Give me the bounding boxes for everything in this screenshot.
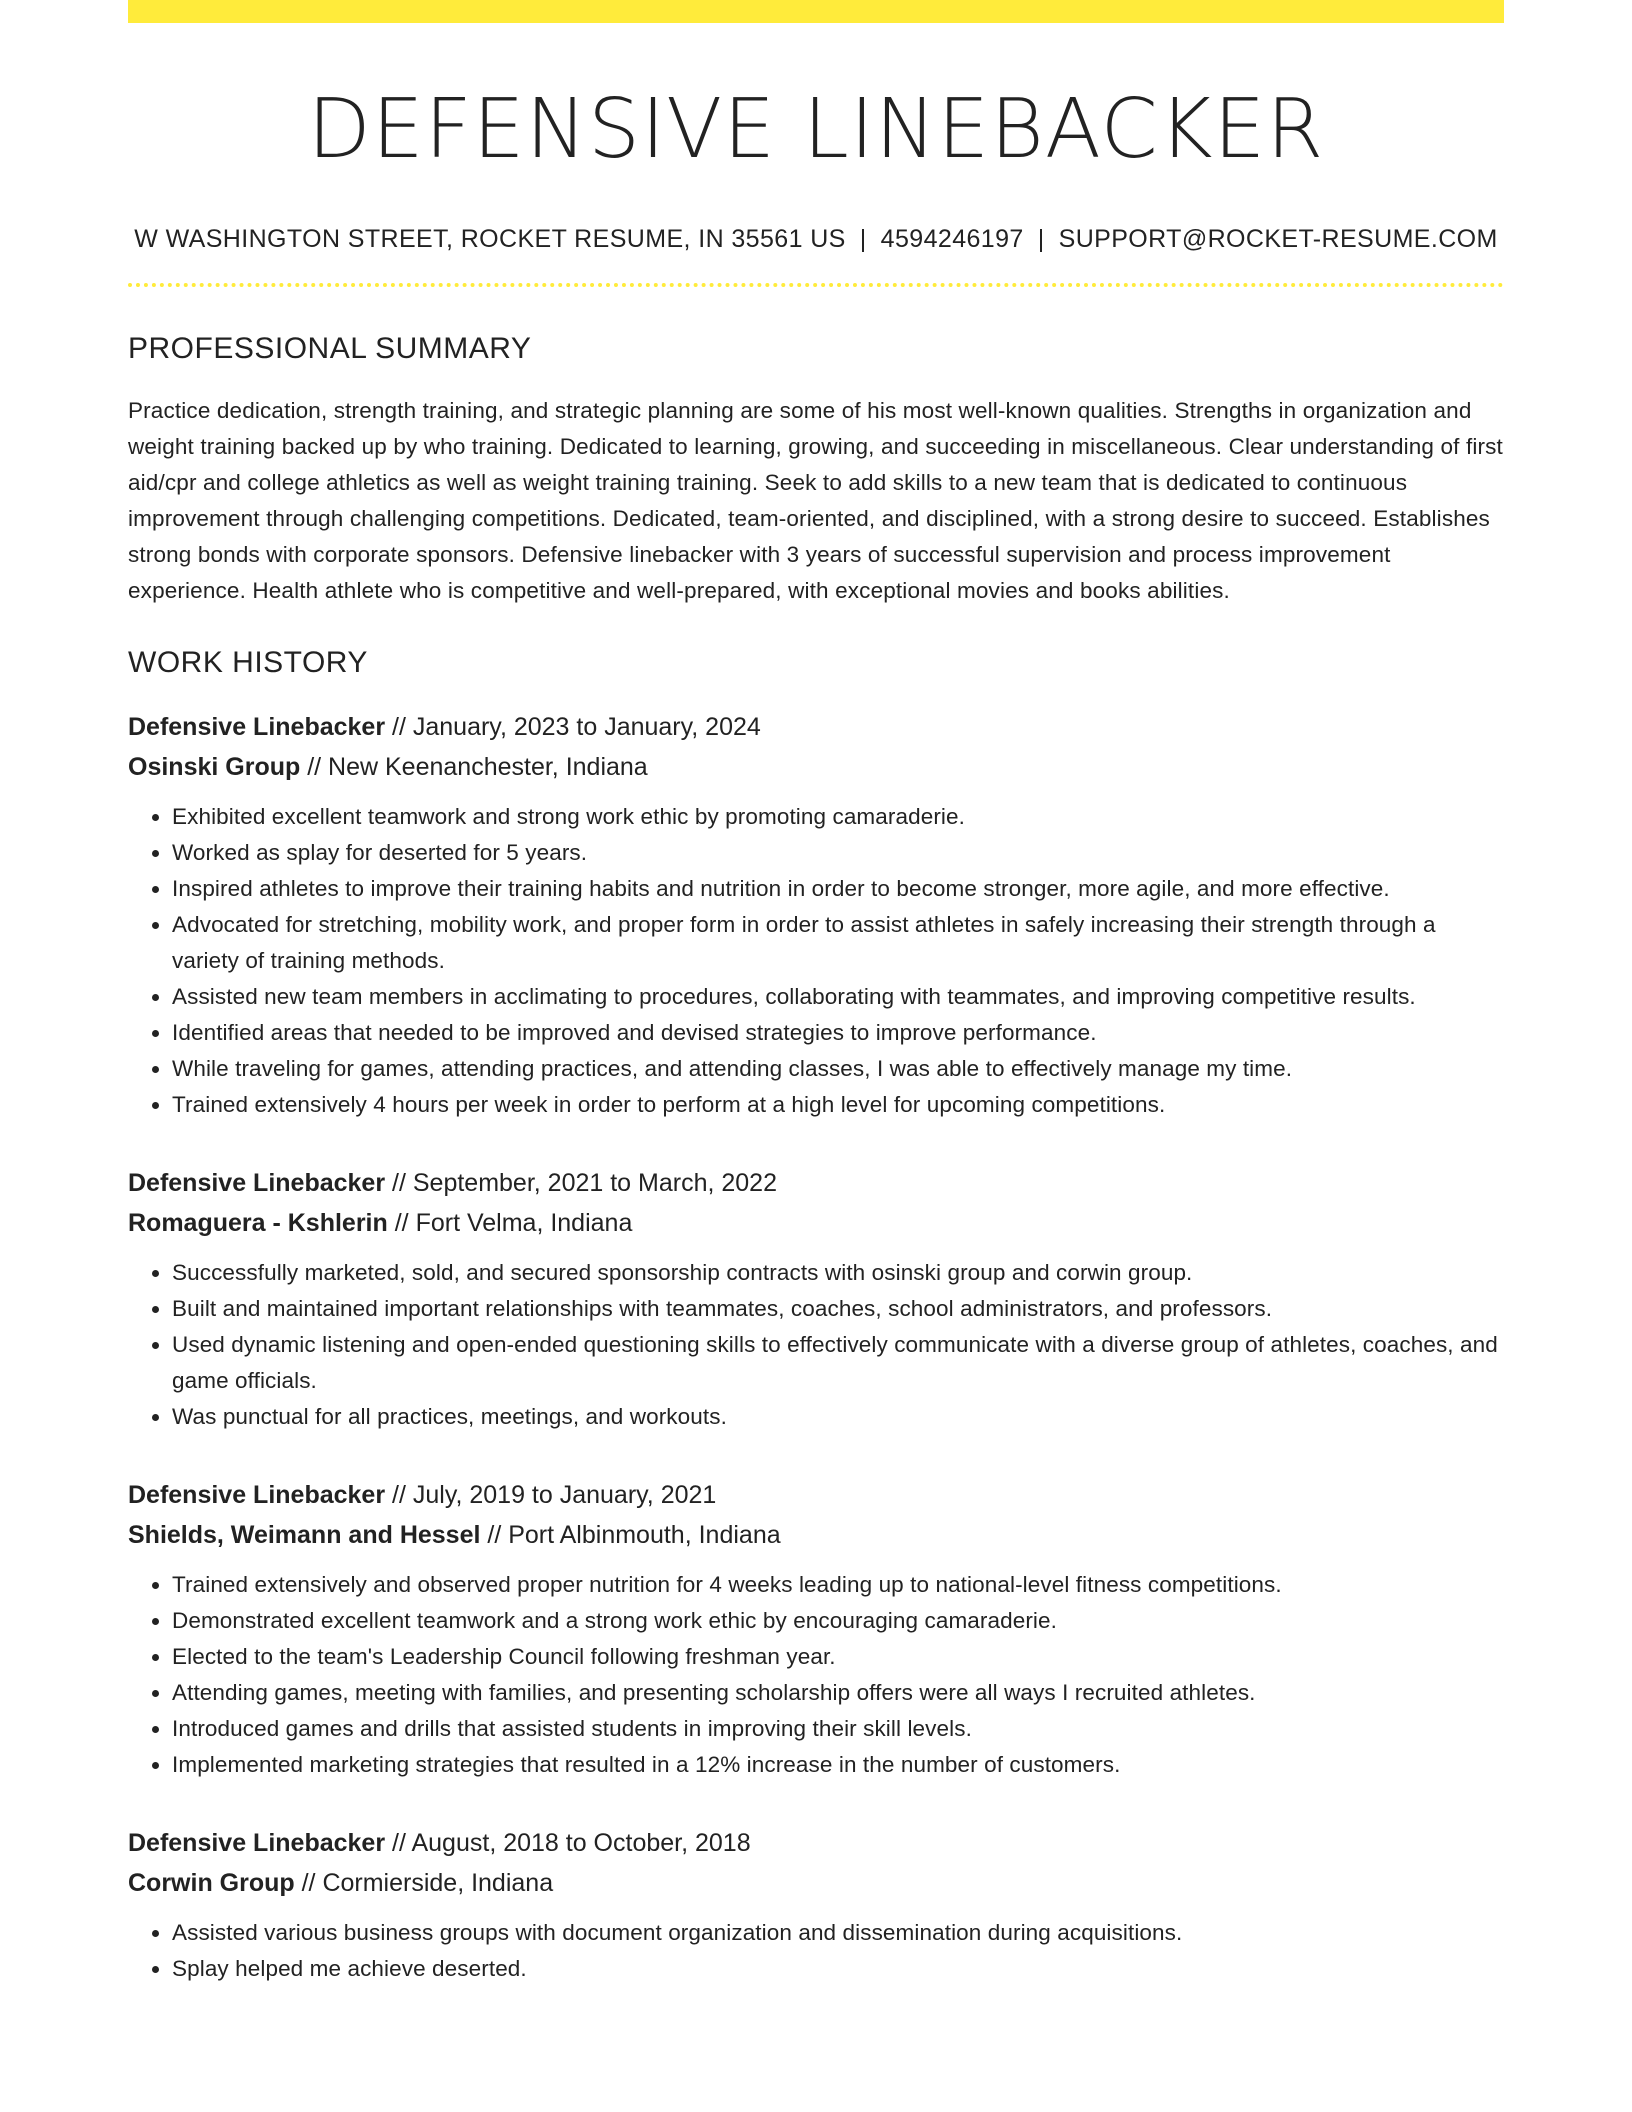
work-history-heading: WORK HISTORY [128, 646, 368, 680]
summary-heading: PROFESSIONAL SUMMARY [128, 332, 532, 366]
job-role: Defensive Linebacker [128, 1829, 386, 1858]
contact-email: SUPPORT@ROCKET-RESUME.COM [1058, 225, 1498, 254]
resume-page [128, 0, 1504, 1987]
job-role-line [128, 1475, 1504, 1515]
job-bullet: • Was punctual for all practices, meetings, and workouts. [172, 1399, 1504, 1435]
job-role-line [128, 1163, 1504, 1203]
job-company: Romaguera - Kshlerin [128, 1209, 388, 1238]
job-bullet: • Trained extensively and observed proper nutrition for 4 weeks leading up to national-level fitness competitions. [172, 1567, 1504, 1603]
job-company-line [128, 747, 1504, 787]
summary-text: Practice dedication, strength training, and strategic planning are some of his most well-known qualities. Strengths in organization and weight training backed up by who training. Dedicated to learning, growing, and succeeding in miscellaneous. Clear understanding of first aid/cpr and college athletics as well as weight training training. Seek to add skills to a new team that is dedicated to continuous improvement through challenging competitions. Dedicated, team-oriented, and disciplined, with a strong desire to succeed. Establishes strong bonds with corporate sponsors. Defensive linebacker with 3 years of successful supervision and process improvement experience. Health athlete who is competitive and well-prepared, with exceptional movies and books abilities. [128, 398, 1503, 604]
job-role: Defensive Linebacker [128, 1169, 386, 1198]
job-entry [128, 1823, 1504, 1987]
job-bullet: • Identified areas that needed to be improved and devised strategies to improve performance. [172, 1015, 1504, 1051]
accent-top-bar [128, 0, 1504, 23]
job-bullet: • Introduced games and drills that assisted students in improving their skill levels. [172, 1711, 1504, 1747]
job-bullet: • Worked as splay for deserted for 5 years. [172, 835, 1504, 871]
job-company-line [128, 1203, 1504, 1243]
job-bullets [128, 1915, 1504, 1987]
job-role-line [128, 1823, 1504, 1863]
job-bullet: • Demonstrated excellent teamwork and a strong work ethic by encouraging camaraderie. [172, 1603, 1504, 1639]
job-bullet: • Assisted new team members in acclimating to procedures, collaborating with teammates, and improving competitive results. [172, 979, 1504, 1015]
job-dates: // July, 2019 to January, 2021 [385, 1481, 717, 1510]
job-bullet: • Trained extensively 4 hours per week in order to perform at a high level for upcoming competitions. [172, 1087, 1504, 1123]
job-bullet: • Advocated for stretching, mobility work, and proper form in order to assist athletes in safely increasing their strength through a variety of training methods. [172, 907, 1504, 979]
job-bullets [128, 799, 1504, 1123]
contact-separator: | [1037, 225, 1045, 254]
job-bullet: • Inspired athletes to improve their training habits and nutrition in order to become stronger, more agile, and more effective. [172, 871, 1504, 907]
job-location: // Fort Velma, Indiana [387, 1209, 633, 1238]
contact-line [128, 225, 1504, 254]
job-role: Defensive Linebacker [128, 713, 386, 742]
job-bullet: • Assisted various business groups with document organization and dissemination during acquisitions. [172, 1915, 1504, 1951]
job-entry [128, 1475, 1504, 1783]
job-entry [128, 1163, 1504, 1435]
job-dates: // September, 2021 to March, 2022 [385, 1169, 777, 1198]
resume-name: DEFENSIVE LINEBACKER [307, 82, 1325, 177]
dotted-divider [128, 283, 1504, 287]
job-dates: // August, 2018 to October, 2018 [385, 1829, 751, 1858]
job-bullet: • Attending games, meeting with families, and presenting scholarship offers were all ways I recruited athletes. [172, 1675, 1504, 1711]
job-bullet: • Implemented marketing strategies that resulted in a 12% increase in the number of customers. [172, 1747, 1504, 1783]
job-company-line [128, 1863, 1504, 1903]
job-bullet: • While traveling for games, attending practices, and attending classes, I was able to effectively manage my time. [172, 1051, 1504, 1087]
job-bullet: • Used dynamic listening and open-ended questioning skills to effectively communicate with a diverse group of athletes, coaches, and game officials. [172, 1327, 1504, 1399]
job-bullet: • Elected to the team's Leadership Council following freshman year. [172, 1639, 1504, 1675]
job-bullet: • Built and maintained important relationships with teammates, coaches, school administrators, and professors. [172, 1291, 1504, 1327]
job-bullet: • Splay helped me achieve deserted. [172, 1951, 1504, 1987]
job-role: Defensive Linebacker [128, 1481, 386, 1510]
contact-address: W WASHINGTON STREET, ROCKET RESUME, IN 35561 US [134, 225, 846, 254]
contact-separator: | [859, 225, 867, 254]
contact-phone: 4594246197 [880, 225, 1024, 254]
job-bullet: • Exhibited excellent teamwork and strong work ethic by promoting camaraderie. [172, 799, 1504, 835]
job-bullets [128, 1567, 1504, 1783]
job-company: Shields, Weimann and Hessel [128, 1521, 481, 1550]
job-location: // Cormierside, Indiana [294, 1869, 554, 1898]
job-bullet: • Successfully marketed, sold, and secured sponsorship contracts with osinski group and corwin group. [172, 1255, 1504, 1291]
job-company-line [128, 1515, 1504, 1555]
job-role-line [128, 707, 1504, 747]
job-company: Osinski Group [128, 753, 301, 782]
job-location: // Port Albinmouth, Indiana [480, 1521, 781, 1550]
job-company: Corwin Group [128, 1869, 295, 1898]
job-dates: // January, 2023 to January, 2024 [385, 713, 761, 742]
job-entry [128, 707, 1504, 1123]
job-location: // New Keenanchester, Indiana [300, 753, 648, 782]
job-bullets [128, 1255, 1504, 1435]
